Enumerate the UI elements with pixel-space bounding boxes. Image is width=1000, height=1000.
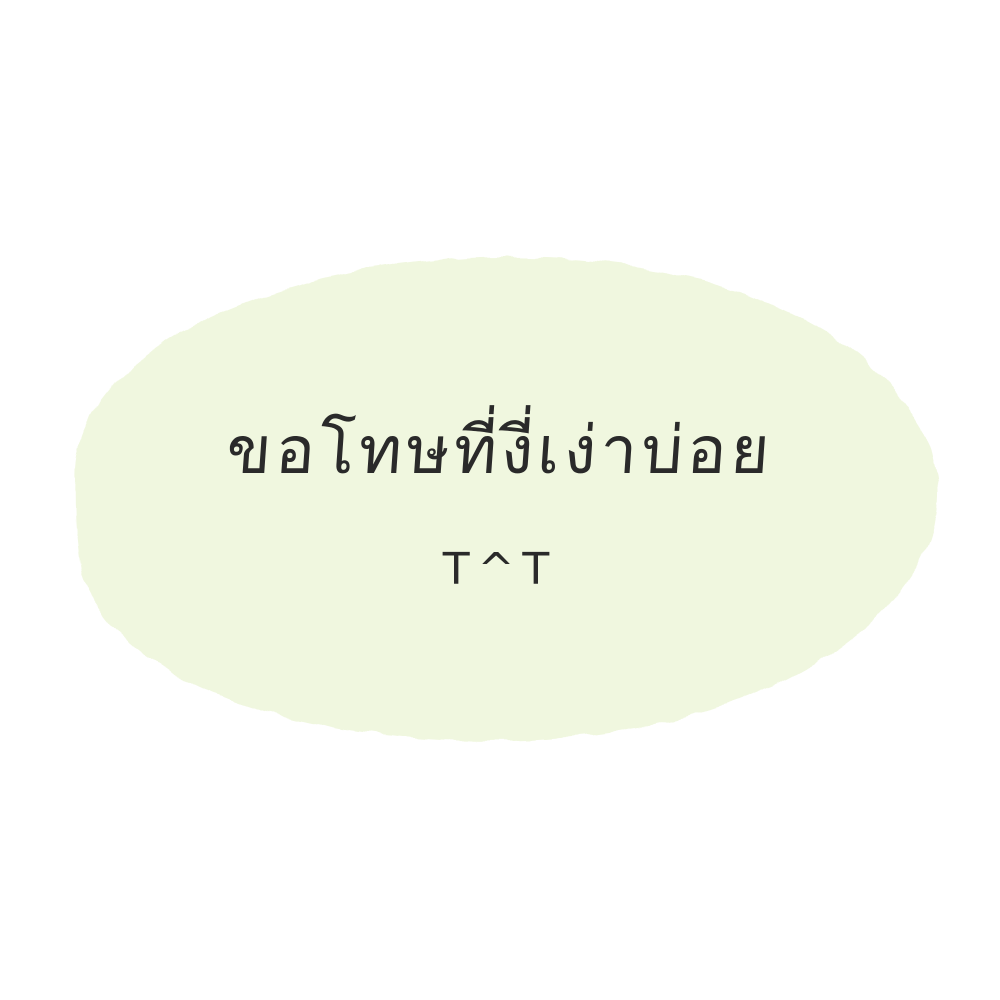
crying-emoticon: T^T bbox=[442, 544, 558, 595]
apology-message: ขอโทษที่งี่เง่าบ่อย bbox=[223, 412, 777, 489]
